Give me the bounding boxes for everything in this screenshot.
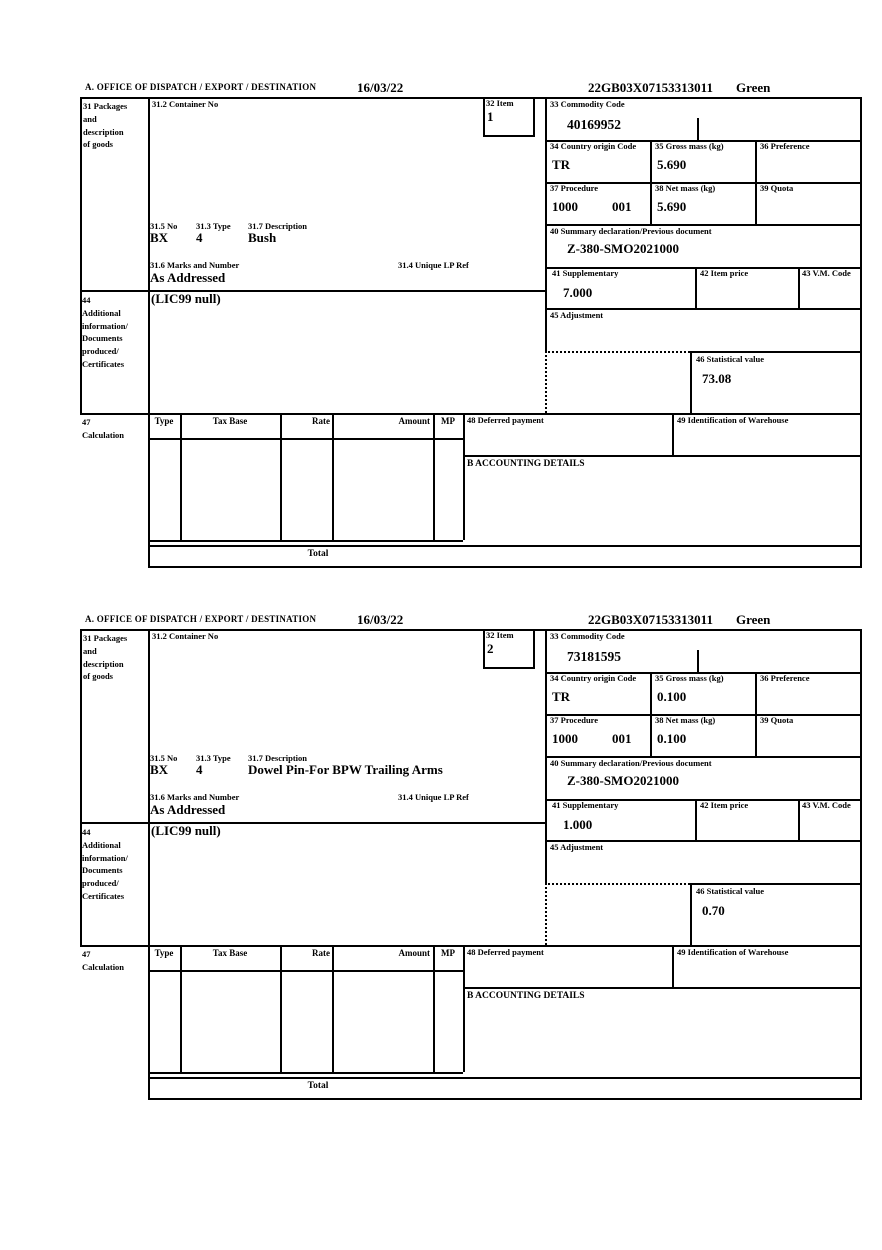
- box31-label-line: and: [83, 113, 97, 124]
- declaration-reference: 22GB03X07153313011: [588, 80, 713, 95]
- procedure-value: 1000: [552, 199, 578, 214]
- procedure-suffix-value: 001: [612, 199, 632, 214]
- item-block-1: [80, 80, 862, 568]
- divider: [433, 413, 435, 540]
- summary-declaration-label: 40 Summary declaration/Previous document: [550, 758, 712, 768]
- divider: [463, 413, 465, 540]
- previous-document-value: Z-380-SMO2021000: [567, 241, 679, 256]
- divider: [180, 945, 182, 1072]
- dotted-divider: [545, 351, 547, 413]
- deferred-payment-label: 48 Deferred payment: [467, 947, 544, 957]
- package-no-value: BX: [150, 230, 169, 245]
- tax-header-base: Tax Base: [212, 416, 248, 426]
- box31-label-line: and: [83, 645, 97, 656]
- warehouse-id-label: 49 Identification of Warehouse: [677, 947, 789, 957]
- unique-lp-ref-label: 31.4 Unique LP Ref: [398, 792, 469, 802]
- description-label: 31.7 Description: [248, 753, 308, 763]
- procedure-suffix-value: 001: [612, 731, 632, 746]
- divider: [463, 455, 862, 457]
- declaration-reference: 22GB03X07153313011: [588, 612, 713, 627]
- dotted-divider: [545, 883, 690, 885]
- item-number-value: 1: [487, 109, 494, 124]
- total-label: Total: [307, 549, 329, 559]
- adjustment-label: 45 Adjustment: [550, 842, 604, 852]
- preference-label: 36 Preference: [760, 673, 810, 683]
- divider: [860, 629, 862, 1100]
- box47-label-line: 47: [82, 417, 91, 427]
- tax-header-amount: Amount: [398, 948, 430, 958]
- box44-label-line: 44: [82, 827, 91, 837]
- marks-label: 31.6 Marks and Number: [150, 260, 240, 270]
- divider: [280, 413, 282, 540]
- dotted-divider: [545, 351, 690, 353]
- divider: [80, 290, 545, 292]
- box44-label-line: Certificates: [82, 358, 125, 369]
- tax-header-type: Type: [154, 948, 174, 958]
- divider: [148, 1077, 862, 1079]
- country-origin-value: TR: [552, 689, 571, 704]
- vm-code-label: 43 V.M. Code: [802, 800, 851, 810]
- divider: [148, 545, 862, 547]
- net-mass-value: 0.100: [657, 731, 687, 746]
- package-no-value: BX: [150, 762, 169, 777]
- commodity-code-value: 40169952: [567, 117, 621, 132]
- tax-header-type: Type: [154, 416, 174, 426]
- tax-header-rate: Rate: [312, 948, 330, 958]
- box47-label: [82, 416, 146, 442]
- divider: [798, 267, 800, 308]
- vm-code-label: 43 V.M. Code: [802, 268, 851, 278]
- statistical-value: 73.08: [702, 371, 732, 386]
- box44-label-line: Additional: [82, 307, 121, 318]
- office-of-dispatch-label: A. OFFICE OF DISPATCH / EXPORT / DESTINATION: [85, 614, 317, 624]
- item-number-value: 2: [487, 641, 494, 656]
- summary-declaration-label: 40 Summary declaration/Previous document: [550, 226, 712, 236]
- item-price-label: 42 Item price: [700, 268, 749, 278]
- box47-label-line: Calculation: [82, 961, 125, 972]
- box31-label: [83, 632, 147, 683]
- country-origin-label: 34 Country origin Code: [550, 673, 637, 683]
- previous-document-value: Z-380-SMO2021000: [567, 773, 679, 788]
- divider: [332, 413, 334, 540]
- gross-mass-value: 5.690: [657, 157, 687, 172]
- deferred-payment-label: 48 Deferred payment: [467, 415, 544, 425]
- divider: [80, 822, 545, 824]
- box44-label: [82, 826, 146, 903]
- procedure-value: 1000: [552, 731, 578, 746]
- commodity-code-value: 73181595: [567, 649, 621, 664]
- tax-header-amount: Amount: [398, 416, 430, 426]
- country-origin-value: TR: [552, 157, 571, 172]
- container-no-label: 31.2 Container No: [152, 631, 219, 641]
- box44-label-line: Documents: [82, 865, 123, 876]
- divider: [483, 135, 535, 137]
- divider: [533, 97, 535, 135]
- item-block-2: [80, 612, 862, 1100]
- marks-label: 31.6 Marks and Number: [150, 792, 240, 802]
- description-value: Dowel Pin-For BPW Trailing Arms: [248, 762, 443, 777]
- statistical-value-label: 46 Statistical value: [696, 886, 764, 896]
- item-number-label: 32 Item: [486, 98, 514, 108]
- box44-label-line: information/: [82, 852, 128, 863]
- box31-label: [83, 100, 147, 151]
- divider: [672, 413, 674, 455]
- box47-label: [82, 948, 146, 974]
- supplementary-value: 1.000: [563, 817, 593, 832]
- gross-mass-label: 35 Gross mass (kg): [655, 141, 724, 151]
- marks-value: As Addressed: [150, 270, 226, 285]
- supplementary-label: 41 Supplementary: [552, 268, 619, 278]
- additional-information-value: (LIC99 null): [151, 823, 221, 838]
- divider: [860, 97, 862, 568]
- box47-label-line: Calculation: [82, 429, 125, 440]
- supplementary-value: 7.000: [563, 285, 593, 300]
- box44-label-line: produced/: [82, 346, 119, 357]
- divider: [148, 540, 463, 542]
- box44-label-line: produced/: [82, 878, 119, 889]
- divider: [755, 672, 757, 756]
- preference-label: 36 Preference: [760, 141, 810, 151]
- divider: [755, 140, 757, 224]
- divider: [798, 799, 800, 840]
- divider: [148, 1072, 463, 1074]
- tax-header-rate: Rate: [312, 416, 330, 426]
- box31-label-line: description: [83, 658, 124, 669]
- net-mass-value: 5.690: [657, 199, 687, 214]
- divider: [148, 629, 150, 1100]
- marks-value: As Addressed: [150, 802, 226, 817]
- box31-label-line: description: [83, 126, 124, 137]
- container-no-label: 31.2 Container No: [152, 99, 219, 109]
- box44-label-line: Documents: [82, 333, 123, 344]
- item-number-label: 32 Item: [486, 630, 514, 640]
- divider: [148, 438, 463, 440]
- commodity-code-label: 33 Commodity Code: [550, 99, 625, 109]
- divider: [148, 97, 150, 568]
- description-value: Bush: [248, 230, 277, 245]
- statistical-value-label: 46 Statistical value: [696, 354, 764, 364]
- net-mass-label: 38 Net mass (kg): [655, 183, 716, 193]
- office-of-dispatch-label: A. OFFICE OF DISPATCH / EXPORT / DESTINATION: [85, 82, 317, 92]
- quota-label: 39 Quota: [760, 715, 794, 725]
- dotted-divider: [545, 883, 547, 945]
- divider: [483, 97, 485, 135]
- divider: [690, 351, 862, 353]
- box44-label-line: information/: [82, 320, 128, 331]
- divider: [690, 883, 862, 885]
- country-origin-label: 34 Country origin Code: [550, 141, 637, 151]
- divider: [672, 945, 674, 987]
- divider: [483, 629, 485, 667]
- box47-label-line: 47: [82, 949, 91, 959]
- routing-status: Green: [736, 80, 771, 95]
- package-type-value: 4: [196, 230, 203, 245]
- box44-label-line: 44: [82, 295, 91, 305]
- divider: [695, 799, 697, 840]
- declaration-date: 16/03/22: [357, 80, 404, 95]
- tax-header-mp: MP: [441, 416, 455, 426]
- box31-label-line: of goods: [83, 139, 113, 150]
- adjustment-label: 45 Adjustment: [550, 310, 604, 320]
- gross-mass-value: 0.100: [657, 689, 687, 704]
- unique-lp-ref-label: 31.4 Unique LP Ref: [398, 260, 469, 270]
- warehouse-id-label: 49 Identification of Warehouse: [677, 415, 789, 425]
- box31-label-line: of goods: [83, 671, 113, 682]
- divider: [332, 945, 334, 1072]
- divider: [433, 945, 435, 1072]
- divider: [483, 667, 535, 669]
- divider: [533, 629, 535, 667]
- package-no-label: 31.5 No: [150, 221, 178, 231]
- declaration-date: 16/03/22: [357, 612, 404, 627]
- divider: [148, 1098, 862, 1100]
- commodity-code-label: 33 Commodity Code: [550, 631, 625, 641]
- box44-label-line: Certificates: [82, 890, 125, 901]
- statistical-value: 0.70: [702, 903, 725, 918]
- divider: [690, 351, 692, 413]
- commodity-code-tick: [697, 118, 699, 140]
- divider: [148, 566, 862, 568]
- supplementary-label: 41 Supplementary: [552, 800, 619, 810]
- procedure-label: 37 Procedure: [550, 715, 599, 725]
- box44-label: [82, 294, 146, 371]
- box31-label-line: 31 Packages: [83, 101, 128, 111]
- divider: [690, 883, 692, 945]
- accounting-details-label: B ACCOUNTING DETAILS: [467, 459, 585, 469]
- divider: [148, 970, 463, 972]
- divider: [650, 672, 652, 756]
- tax-header-base: Tax Base: [212, 948, 248, 958]
- quota-label: 39 Quota: [760, 183, 794, 193]
- divider: [463, 987, 862, 989]
- package-no-label: 31.5 No: [150, 753, 178, 763]
- package-type-label: 31.3 Type: [196, 753, 231, 763]
- package-type-label: 31.3 Type: [196, 221, 231, 231]
- gross-mass-label: 35 Gross mass (kg): [655, 673, 724, 683]
- package-type-value: 4: [196, 762, 203, 777]
- total-label: Total: [307, 1081, 329, 1091]
- item-price-label: 42 Item price: [700, 800, 749, 810]
- box44-label-line: Additional: [82, 839, 121, 850]
- box31-label-line: 31 Packages: [83, 633, 128, 643]
- divider: [180, 413, 182, 540]
- divider: [650, 140, 652, 224]
- net-mass-label: 38 Net mass (kg): [655, 715, 716, 725]
- divider: [695, 267, 697, 308]
- divider: [280, 945, 282, 1072]
- accounting-details-label: B ACCOUNTING DETAILS: [467, 991, 585, 1001]
- tax-header-mp: MP: [441, 948, 455, 958]
- procedure-label: 37 Procedure: [550, 183, 599, 193]
- additional-information-value: (LIC99 null): [151, 291, 221, 306]
- commodity-code-tick: [697, 650, 699, 672]
- description-label: 31.7 Description: [248, 221, 308, 231]
- divider: [463, 945, 465, 1072]
- routing-status: Green: [736, 612, 771, 627]
